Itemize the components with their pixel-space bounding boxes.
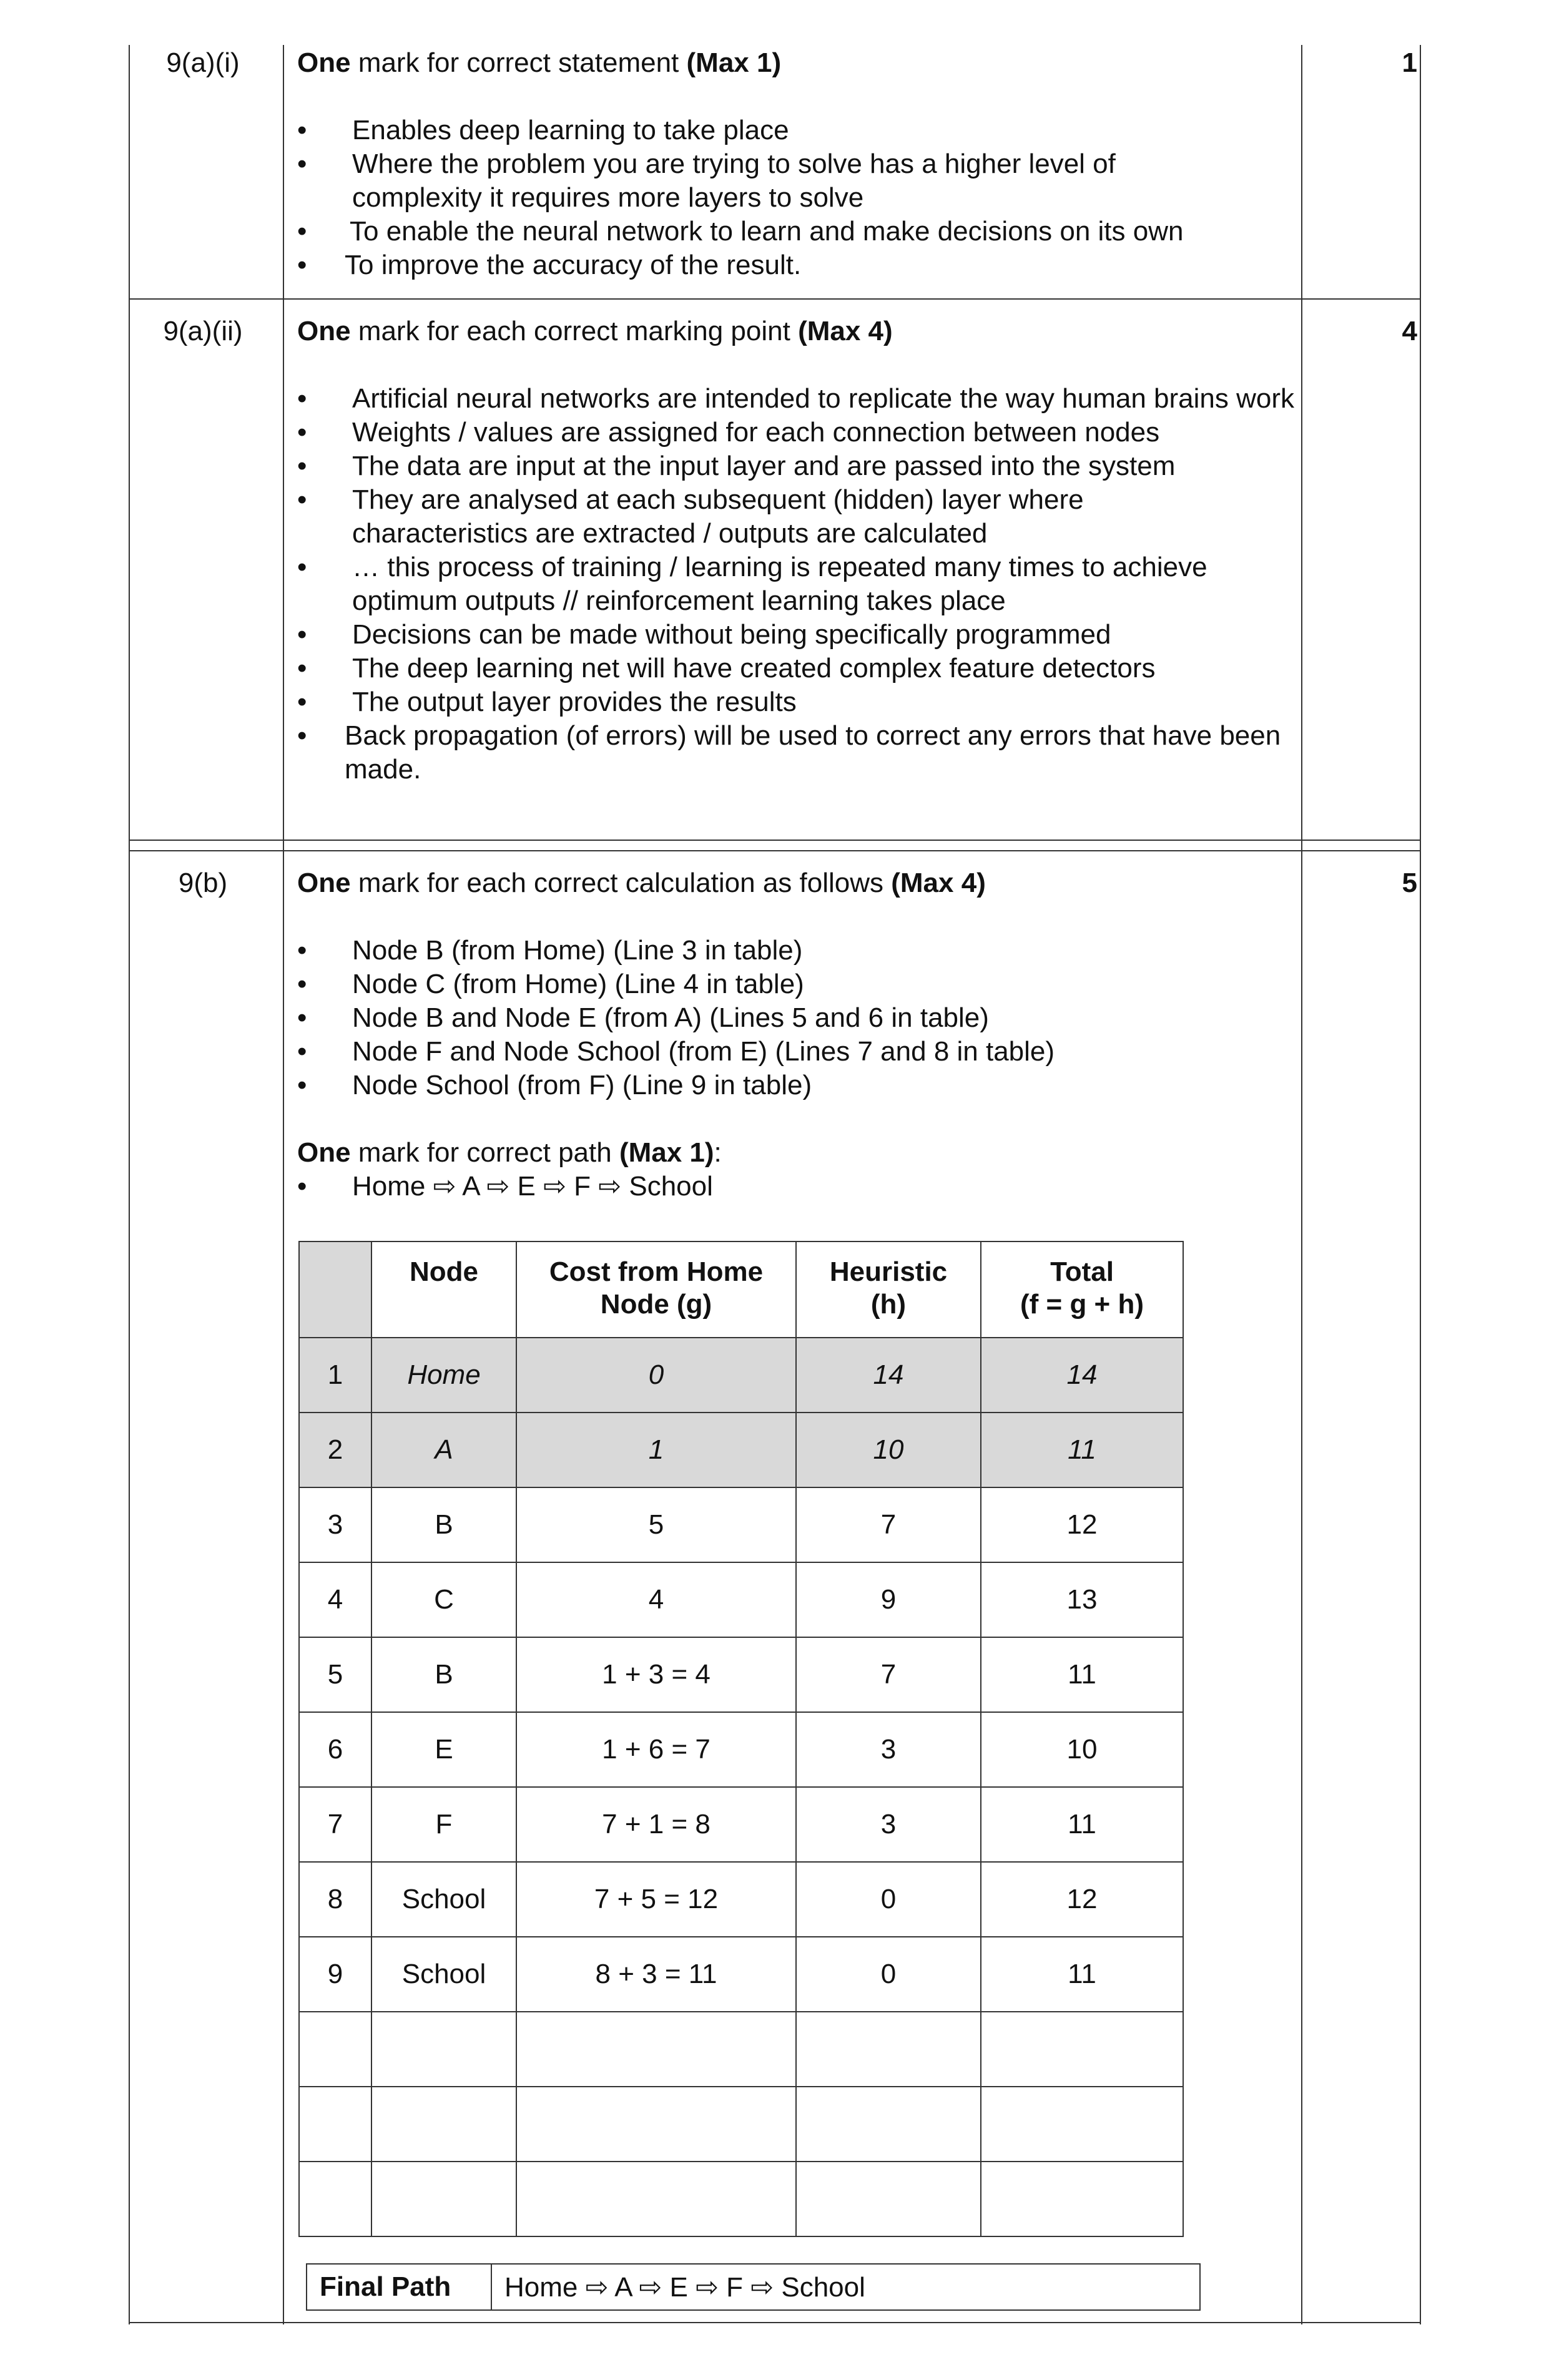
marking-point: • Back propagation (of errors) will be used to correct any errors that have been made. — [297, 719, 1281, 786]
cost-cell — [516, 2087, 796, 2162]
cost-cell: 5 — [516, 1487, 796, 1562]
table-row — [299, 2162, 1183, 2236]
column-rule-left — [129, 45, 130, 2324]
header-heuristic-line1: Heuristic — [829, 1256, 948, 1287]
cost-cell: 7 + 1 = 8 — [516, 1787, 796, 1862]
header-heuristic-line2: (h) — [870, 1289, 907, 1320]
marking-point: • The output layer provides the results — [297, 685, 1296, 719]
table-row — [299, 2087, 1183, 2162]
marking-point: • Node B (from Home) (Line 3 in table) — [297, 934, 1296, 967]
row-number: 3 — [299, 1487, 371, 1562]
column-rule-right — [1420, 45, 1421, 2324]
total-cell — [981, 2162, 1183, 2236]
marks-value: 4 — [1402, 316, 1417, 346]
marking-point: • Node F and Node School (from E) (Lines 7 and 8 in table) — [297, 1035, 1296, 1069]
cost-cell: 8 + 3 = 11 — [516, 1937, 796, 2012]
marks-value: 1 — [1402, 47, 1417, 78]
header-cost — [516, 1241, 796, 1338]
cost-cell: 4 — [516, 1562, 796, 1637]
table-row — [299, 1637, 1183, 1712]
row-number: 5 — [299, 1637, 371, 1712]
cost-cell: 1 + 3 = 4 — [516, 1637, 796, 1712]
heuristic-cell: 14 — [796, 1338, 981, 1413]
marking-points — [297, 382, 1296, 786]
marking-point: • They are analysed at each subsequent (hidden) layer where characteristics are extracted / outputs are calculated — [297, 483, 1164, 551]
node-cell: School — [371, 1862, 516, 1937]
cost-cell: 0 — [516, 1338, 796, 1413]
heuristic-cell: 10 — [796, 1413, 981, 1487]
header-total-line2: (f = g + h) — [1020, 1289, 1144, 1320]
marking-point: • Where the problem you are trying to solve has a higher level of complexity it requires more layers to solve — [297, 147, 1189, 215]
question-label: 9(a)(ii) — [163, 316, 243, 346]
header-heuristic — [796, 1241, 981, 1338]
node-cell — [371, 2012, 516, 2087]
row-number — [299, 2012, 371, 2087]
row-divider-2b — [129, 850, 1421, 851]
header-cost-line2: Node (g) — [600, 1289, 712, 1320]
cost-cell: 7 + 5 = 12 — [516, 1862, 796, 1937]
answer-section-9ai — [297, 46, 1296, 282]
marking-point: • The data are input at the input layer and are passed into the system — [297, 449, 1296, 483]
cost-cell — [516, 2012, 796, 2087]
header-node: Node — [371, 1241, 516, 1338]
final-path-table — [306, 2263, 1201, 2311]
header-corner — [299, 1241, 371, 1338]
marks-value: 5 — [1402, 868, 1417, 898]
question-label: 9(b) — [178, 868, 228, 898]
total-cell: 12 — [981, 1487, 1183, 1562]
marking-point: • Weights / values are assigned for each connection between nodes — [297, 416, 1296, 449]
table-row — [299, 1487, 1183, 1562]
row-number: 1 — [299, 1338, 371, 1413]
table-row — [299, 1787, 1183, 1862]
row-divider-1 — [129, 298, 1421, 300]
marking-point: • Artificial neural networks are intended to replicate the way human brains work — [297, 382, 1301, 416]
path-instruction: One mark for correct path (Max 1): — [297, 1137, 722, 1168]
path-points — [297, 1170, 1296, 1203]
cost-cell: 1 + 6 = 7 — [516, 1712, 796, 1787]
heuristic-cell: 7 — [796, 1637, 981, 1712]
table-row — [299, 1338, 1183, 1413]
column-rule-question — [283, 45, 284, 2324]
total-cell: 11 — [981, 1937, 1183, 2012]
heuristic-cell: 9 — [796, 1562, 981, 1637]
answer-section-9b — [297, 866, 1296, 1203]
cost-cell: 1 — [516, 1413, 796, 1487]
heuristic-cell: 0 — [796, 1862, 981, 1937]
node-cell: F — [371, 1787, 516, 1862]
column-rule-answer — [1301, 45, 1302, 2324]
total-cell — [981, 2087, 1183, 2162]
cost-cell — [516, 2162, 796, 2236]
final-path-value: Home ⇨ A ⇨ E ⇨ F ⇨ School — [491, 2264, 1200, 2310]
mark-scheme-table — [129, 45, 1421, 2324]
node-cell — [371, 2087, 516, 2162]
marking-instruction: One mark for each correct calculation as follows (Max 4) — [297, 868, 986, 898]
heuristic-cell: 3 — [796, 1787, 981, 1862]
marking-point: • To enable the neural network to learn and make decisions on its own — [297, 215, 1296, 248]
node-cell: B — [371, 1637, 516, 1712]
final-path-row — [307, 2264, 1200, 2310]
total-cell: 11 — [981, 1787, 1183, 1862]
row-number: 2 — [299, 1413, 371, 1487]
heuristic-cell: 3 — [796, 1712, 981, 1787]
heuristic-cell — [796, 2012, 981, 2087]
marking-point: • Decisions can be made without being specifically programmed — [297, 618, 1296, 652]
heuristic-cell — [796, 2162, 981, 2236]
marking-point: • To improve the accuracy of the result. — [297, 248, 1296, 282]
total-cell: 11 — [981, 1637, 1183, 1712]
a-star-header-row — [299, 1241, 1183, 1338]
marking-point: • Node B and Node E (from A) (Lines 5 and 6 in table) — [297, 1001, 1296, 1035]
heuristic-cell: 0 — [796, 1937, 981, 2012]
node-cell: B — [371, 1487, 516, 1562]
answer-section-9aii — [297, 315, 1296, 786]
node-cell — [371, 2162, 516, 2236]
table-row — [299, 1862, 1183, 1937]
marking-instruction: One mark for correct statement (Max 1) — [297, 47, 782, 78]
question-label: 9(a)(i) — [166, 47, 240, 78]
total-cell: 14 — [981, 1338, 1183, 1413]
final-path-label: Final Path — [307, 2264, 491, 2310]
header-total — [981, 1241, 1183, 1338]
heuristic-cell: 7 — [796, 1487, 981, 1562]
node-cell: E — [371, 1712, 516, 1787]
marking-points — [297, 114, 1296, 282]
header-cost-line1: Cost from Home — [549, 1256, 764, 1287]
node-cell: C — [371, 1562, 516, 1637]
row-number — [299, 2162, 371, 2236]
row-number — [299, 2087, 371, 2162]
row-number: 6 — [299, 1712, 371, 1787]
marking-point: • Node School (from F) (Line 9 in table) — [297, 1069, 1296, 1102]
a-star-table — [298, 1241, 1184, 2237]
table-row — [299, 1937, 1183, 2012]
path-point: • Home ⇨ A ⇨ E ⇨ F ⇨ School — [297, 1170, 1296, 1203]
marking-points — [297, 934, 1296, 1102]
marking-point: • Node C (from Home) (Line 4 in table) — [297, 967, 1296, 1001]
total-cell: 10 — [981, 1712, 1183, 1787]
total-cell: 13 — [981, 1562, 1183, 1637]
row-divider-bottom — [129, 2322, 1421, 2323]
total-cell — [981, 2012, 1183, 2087]
a-star-body — [299, 1338, 1183, 2236]
node-cell: School — [371, 1937, 516, 2012]
header-total-line1: Total — [1050, 1256, 1114, 1287]
table-row — [299, 1562, 1183, 1637]
marking-instruction: One mark for each correct marking point (Max 4) — [297, 316, 893, 346]
table-row — [299, 2012, 1183, 2087]
row-number: 4 — [299, 1562, 371, 1637]
table-row — [299, 1413, 1183, 1487]
marking-point: • … this process of training / learning is repeated many times to achieve optimum outputs // reinforcement learning takes place — [297, 551, 1289, 618]
node-cell: A — [371, 1413, 516, 1487]
row-number: 8 — [299, 1862, 371, 1937]
heuristic-cell — [796, 2087, 981, 2162]
row-divider-2a — [129, 840, 1421, 841]
marking-point: • Enables deep learning to take place — [297, 114, 1296, 147]
row-number: 9 — [299, 1937, 371, 2012]
marking-point: • The deep learning net will have created complex feature detectors — [297, 652, 1296, 685]
total-cell: 11 — [981, 1413, 1183, 1487]
table-row — [299, 1712, 1183, 1787]
row-number: 7 — [299, 1787, 371, 1862]
node-cell: Home — [371, 1338, 516, 1413]
total-cell: 12 — [981, 1862, 1183, 1937]
